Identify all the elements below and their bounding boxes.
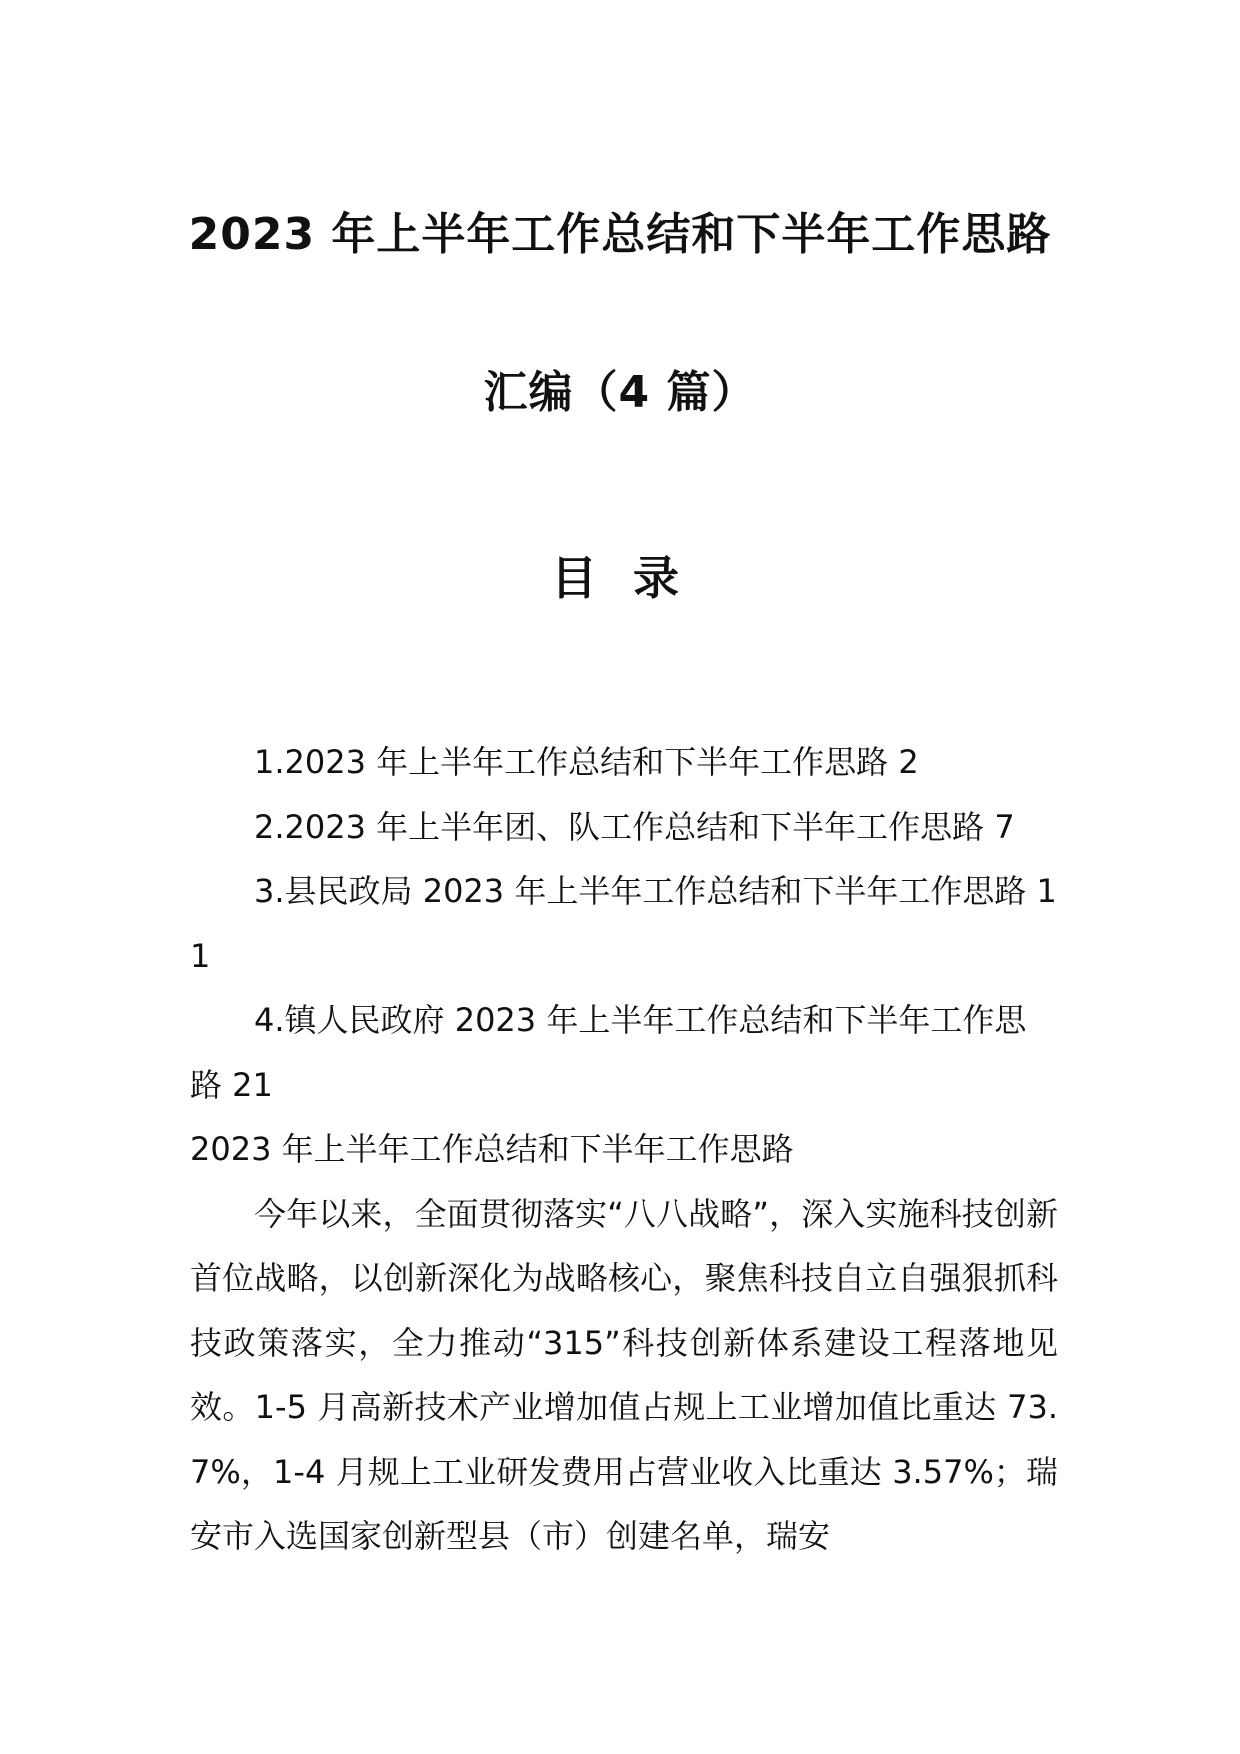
toc-link-3[interactable]: 3.县民政局 2023 年上半年工作总结和下半年工作思路 11 [190, 872, 1057, 975]
toc-heading: 目 录 [550, 551, 689, 605]
toc-link-2[interactable]: 2.2023 年上半年团、队工作总结和下半年工作思路 7 [254, 807, 1015, 846]
document-title-line-2: 汇编（4 篇） [483, 367, 757, 418]
toc-link-1[interactable]: 1.2023 年上半年工作总结和下半年工作思路 2 [254, 743, 919, 781]
toc-item-3[interactable] [190, 859, 1058, 988]
body-paragraph: 今年以来，全面贯彻落实“八八战略”，深入实施科技创新首位战略，以创新深化为战略核心，聚焦科技自立自强狠抓科技政策落实，全力推动“315”科技创新体系建设工程落地见效。1-5 月高新技术产业增加值占规上工业增加值比重达 73.7%，1-4 月规上工业研发费用占营业收入比重达 3.57%；瑞安市入选国家创新型县（市）创建名单，瑞安 [190, 1194, 1058, 1555]
table-of-contents [190, 730, 1058, 1117]
document-title-line-1: 2023 年上半年工作总结和下半年工作思路 [188, 209, 1052, 260]
article-title: 2023 年上半年工作总结和下半年工作思路 [190, 1130, 794, 1168]
toc-item-4[interactable] [190, 988, 1058, 1117]
document-body [190, 730, 1058, 1569]
toc-link-4[interactable]: 4.镇人民政府 2023 年上半年工作总结和下半年工作思路 21 [190, 1001, 1027, 1104]
toc-item-1[interactable] [190, 730, 1058, 795]
toc-item-2[interactable] [190, 795, 1058, 860]
